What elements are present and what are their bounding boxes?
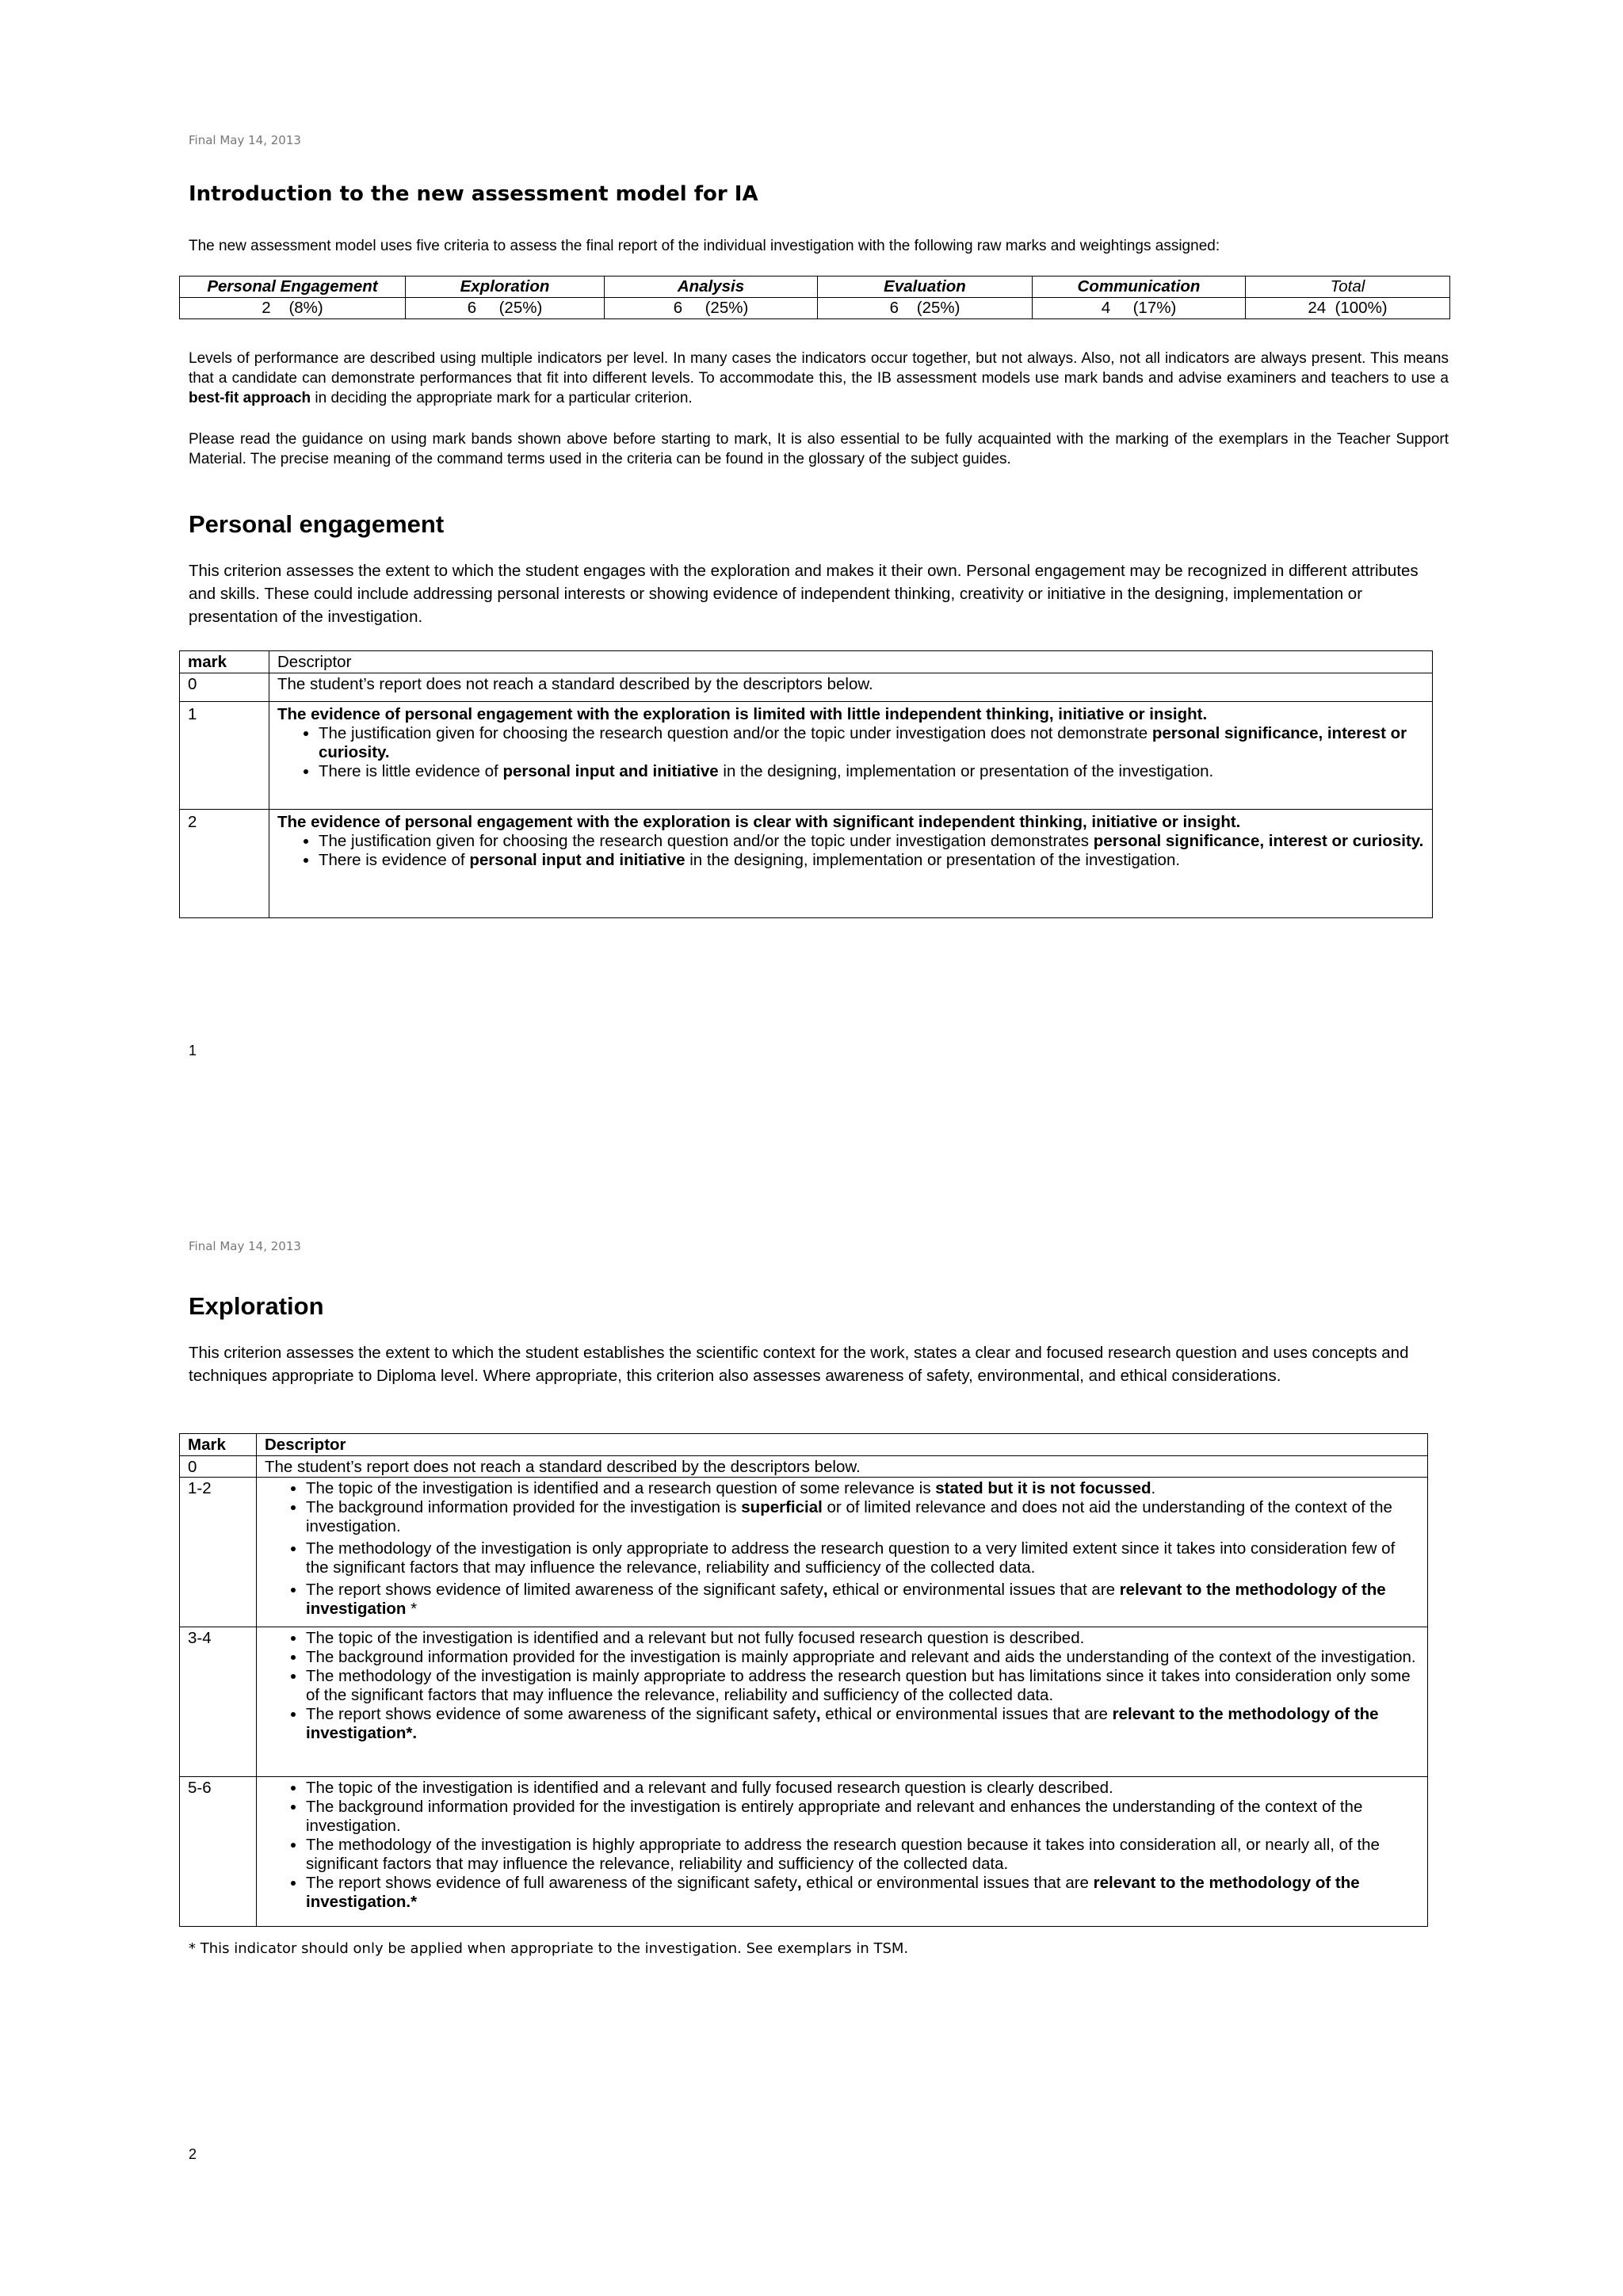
page-header: Final May 14, 2013: [189, 133, 301, 147]
ex-r1-b1-bold: stated but it is not focussed: [935, 1479, 1151, 1497]
ex-r3-b4-bold: relevant to the methodology of the investigation.*: [306, 1874, 1360, 1911]
table-row: [180, 1777, 1428, 1927]
pe-row1-b1-bold: personal significance, interest or curiosity.: [319, 724, 1407, 761]
levels-text-b: in deciding the appropriate mark for a particular criterion.: [315, 390, 693, 406]
pe-row1-b2-bold: personal input and initiative: [502, 762, 719, 780]
ex-r3-b4-comma: ,: [796, 1874, 802, 1892]
list-item: • The topic of the investigation is identified and a relevant and fully focused research question is clearly described.: [306, 1779, 1419, 1798]
weight-header-exploration: Exploration: [406, 277, 605, 298]
pe-row1-b1-text: The justification given for choosing the research question and/or the topic under investigation does not demonstrate: [319, 724, 1148, 742]
levels-text-a: Levels of performance are described using multiple indicators per level. In many cases the indicators occur together, but not always. Also, not all indicators are always present. This means that a candidate can demonstrate performances that fit into different levels. To accommodate this, the IB assessment models use mark bands and advise examiners and teachers to use a: [189, 350, 1449, 387]
weightings-value-row: [180, 298, 1450, 319]
list-item: • The topic of the investigation is identified and a relevant but not fully focused research question is described.: [306, 1629, 1419, 1648]
weight-value-personal-engagement: 2 (8%): [180, 298, 406, 319]
ex-row1-mark: 1-2: [180, 1478, 257, 1627]
ex-r1-b4-text: The report shows evidence of limited awareness of the significant safety: [306, 1581, 823, 1599]
pe-row2-b2-bold: personal input and initiative: [469, 851, 685, 869]
guidance-paragraph: Please read the guidance on using mark bands shown above before starting to mark, It is also essential to be fully acquainted with the marking of the exemplars in the Teacher Support Material. The precise meaning of the command terms used in the criteria can be found in the glossary of the subject guides.: [189, 431, 1449, 467]
ex-r1-b4-bold: relevant to the methodology of the investigation: [306, 1581, 1386, 1618]
table-row: [180, 673, 1433, 702]
levels-text-bold: best-fit approach: [189, 390, 311, 406]
ex-r1-b2-text: The background information provided for the investigation is: [306, 1498, 737, 1516]
ex-r2-b4-bold: relevant to the methodology of the investigation*.: [306, 1705, 1379, 1742]
list-item: [306, 1498, 1419, 1536]
weight-value-evaluation: 6 (25%): [818, 298, 1033, 319]
list-item: [306, 1874, 1419, 1912]
ex-row1-list: [257, 1479, 1419, 1619]
ex-row1-desc: [257, 1478, 1428, 1627]
personal-engagement-table: [179, 650, 1433, 918]
pe-col-mark: mark: [180, 651, 269, 673]
list-item: [319, 832, 1424, 851]
levels-paragraph: [189, 349, 1449, 408]
exploration-table: [179, 1433, 1428, 1927]
ex-r1-b4-mid: ethical or environmental issues that are: [832, 1581, 1115, 1599]
list-item: • The methodology of the investigation is mainly appropriate to address the research question but has limitations since it takes into consideration only some of the significant factors that may influence the relevance, reliability and sufficiency of the collected data.: [306, 1667, 1419, 1705]
list-item: • The background information provided for the investigation is entirely appropriate and relevant and enhances the understanding of the context of the investigation.: [306, 1798, 1419, 1836]
weight-header-total: Total: [1246, 277, 1450, 298]
ex-row2-mark: 3-4: [180, 1627, 257, 1777]
ex-r2-b4-comma: ,: [815, 1705, 821, 1723]
ex-r1-b2-bold: superficial: [741, 1498, 823, 1516]
pe-row2-mark: 2: [180, 810, 269, 918]
page-number: 2: [189, 2146, 197, 2162]
list-item: [319, 762, 1424, 781]
page-number: 1: [189, 1043, 197, 1058]
weight-header-evaluation: Evaluation: [818, 277, 1033, 298]
page-2: [0, 1148, 1623, 2296]
pe-header-row: [180, 651, 1433, 673]
ex-row3-list: [257, 1779, 1419, 1912]
weightings-header-row: [180, 277, 1450, 298]
page-header: Final May 14, 2013: [189, 1239, 301, 1253]
ex-r3-b4-mid: ethical or environmental issues that are: [806, 1874, 1089, 1892]
list-item: • The methodology of the investigation is only appropriate to address the research question to a very limited extent since it takes into consideration few of the significant factors that may influence the relevance, reliability and sufficiency of the collected data.: [306, 1539, 1419, 1577]
pe-col-descriptor: Descriptor: [269, 651, 1433, 673]
pe-row2-list: [277, 832, 1424, 870]
footnote: * This indicator should only be applied when appropriate to the investigation. See exemplars in TSM.: [189, 1940, 909, 1957]
weight-value-total: 24 (100%): [1246, 298, 1450, 319]
list-item: • The background information provided for the investigation is mainly appropriate and relevant and aids the understanding of the context of the investigation.: [306, 1648, 1419, 1667]
intro-text: The new assessment model uses five criteria to assess the final report of the individual investigation with the following raw marks and weightings assigned:: [189, 238, 1220, 254]
pe-row1-b2-tail: in the designing, implementation or presentation of the investigation.: [723, 762, 1214, 780]
weight-value-exploration: 6 (25%): [406, 298, 605, 319]
list-item: • The methodology of the investigation is highly appropriate to address the research question because it takes into consideration all, or nearly all, of the significant factors that may influence the relevance, reliability and sufficiency of the collected data.: [306, 1836, 1419, 1874]
pe-row1-b2-text: There is little evidence of: [319, 762, 498, 780]
ex-header-row: [180, 1434, 1428, 1456]
ex-r3-b4-text: The report shows evidence of full awareness of the significant safety: [306, 1874, 797, 1892]
table-row: [180, 702, 1433, 810]
ex-col-descriptor: Descriptor: [257, 1434, 1428, 1456]
personal-engagement-title: Personal engagement: [189, 510, 445, 538]
table-row: [180, 1456, 1428, 1478]
pe-row2-lead: The evidence of personal engagement with the exploration is clear with significant independent thinking, initiative or insight.: [277, 813, 1241, 831]
ex-r1-b1-text: The topic of the investigation is identified and a research question of some relevance is: [306, 1479, 931, 1497]
ex-row2-list: [257, 1629, 1419, 1743]
weight-value-analysis: 6 (25%): [605, 298, 818, 319]
intro-title: Introduction to the new assessment model for IA: [189, 182, 758, 206]
pe-row2-b1-bold: personal significance, interest or curiosity.: [1093, 832, 1424, 850]
ex-r2-b4-text: The report shows evidence of some awareness of the significant safety: [306, 1705, 816, 1723]
ex-row2-desc: [257, 1627, 1428, 1777]
list-item: [306, 1479, 1419, 1498]
exploration-title: Exploration: [189, 1292, 324, 1320]
pe-row2-b1-text: The justification given for choosing the research question and/or the topic under investigation demonstrates: [319, 832, 1090, 850]
ex-row3-mark: 5-6: [180, 1777, 257, 1927]
table-row: [180, 810, 1433, 918]
weight-header-personal-engagement: Personal Engagement: [180, 277, 406, 298]
ex-r1-b2-tail: or of limited relevance and does not aid the understanding of the context of the investigation.: [306, 1498, 1392, 1535]
list-item: [319, 724, 1424, 762]
list-item: [306, 1705, 1419, 1743]
pe-row2-b2-tail: in the designing, implementation or presentation of the investigation.: [689, 851, 1181, 869]
ex-r1-b4-star: *: [411, 1600, 418, 1618]
pe-row1-list: [277, 724, 1424, 781]
pe-row1-desc: [269, 702, 1433, 810]
weight-header-communication: Communication: [1033, 277, 1246, 298]
ex-row0-desc: The student’s report does not reach a standard described by the descriptors below.: [257, 1456, 1428, 1478]
ex-row3-desc: [257, 1777, 1428, 1927]
ex-r1-b4-comma: ,: [823, 1581, 828, 1599]
pe-row0-desc: The student’s report does not reach a standard described by the descriptors below.: [269, 673, 1433, 702]
personal-engagement-text: This criterion assesses the extent to which the student engages with the exploration and makes it their own. Personal engagement may be recognized in different attributes and skills. These could include addressing personal interests or showing evidence of independent thinking, creativity or initiative in the designing, implementation or presentation of the investigation.: [189, 562, 1419, 626]
pe-row2-b2-text: There is evidence of: [319, 851, 465, 869]
weightings-table: [179, 276, 1450, 319]
ex-r2-b4-mid: ethical or environmental issues that are: [825, 1705, 1108, 1723]
pe-row1-lead: The evidence of personal engagement with the exploration is limited with little independent thinking, initiative or insight.: [277, 705, 1208, 723]
table-row: [180, 1478, 1428, 1627]
ex-row0-mark: 0: [180, 1456, 257, 1478]
ex-col-mark: Mark: [180, 1434, 257, 1456]
list-item: [319, 851, 1424, 870]
pe-row0-mark: 0: [180, 673, 269, 702]
weight-value-communication: 4 (17%): [1033, 298, 1246, 319]
list-item: [306, 1581, 1419, 1619]
weight-header-analysis: Analysis: [605, 277, 818, 298]
ex-r1-b1-tail: .: [1151, 1479, 1156, 1497]
pe-row1-mark: 1: [180, 702, 269, 810]
exploration-text: This criterion assesses the extent to which the student establishes the scientific context for the work, states a clear and focused research question and uses concepts and techniques appropriate to Diploma level. Where appropriate, this criterion also assesses awareness of safety, environmental, and ethical considerations.: [189, 1344, 1409, 1385]
table-row: [180, 1627, 1428, 1777]
pe-row2-desc: [269, 810, 1433, 918]
